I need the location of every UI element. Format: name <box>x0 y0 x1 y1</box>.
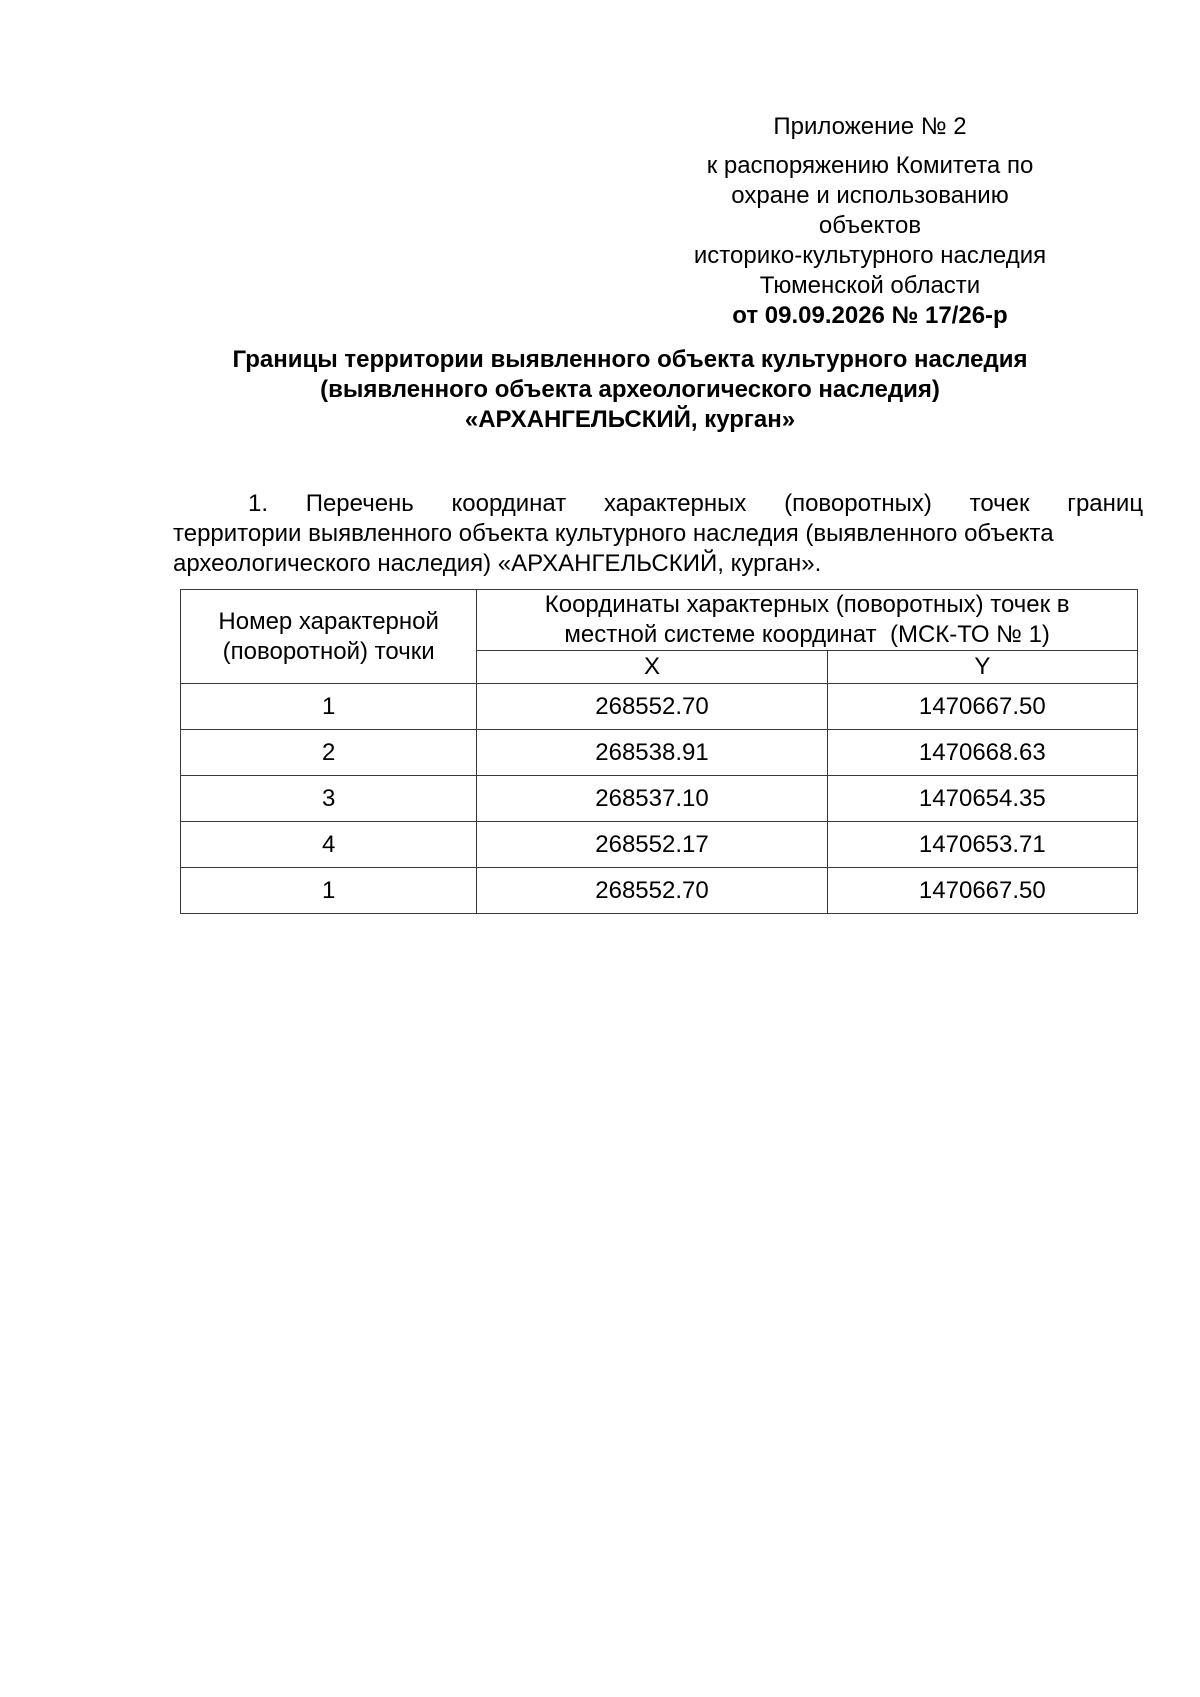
cell-x: 268538.91 <box>477 730 827 776</box>
table-row <box>181 776 1138 822</box>
table-row <box>181 730 1138 776</box>
header-y: Y <box>827 651 1137 684</box>
heading-line: (выявленного объекта археологического наследия) <box>320 376 940 403</box>
appendix-basis-line: охране и использованию объектов <box>731 182 1009 239</box>
cell-point: 3 <box>181 776 477 822</box>
paragraph-word: точек <box>969 490 1030 517</box>
cell-point: 1 <box>181 868 477 914</box>
paragraph-word: координат <box>451 490 567 517</box>
cell-point: 4 <box>181 822 477 868</box>
document-heading <box>160 345 1100 435</box>
paragraph-coordinates-intro <box>173 489 1143 579</box>
cell-y: 1470654.35 <box>827 776 1137 822</box>
header-coordinates-line: Координаты характерных (поворотных) точек в <box>544 591 1070 618</box>
cell-point: 2 <box>181 730 477 776</box>
cell-y: 1470667.50 <box>827 868 1137 914</box>
header-coordinates-line: местной системе координат (МСК-ТО № 1) <box>564 621 1050 648</box>
appendix-block <box>690 112 1050 331</box>
cell-x: 268552.17 <box>477 822 827 868</box>
header-x: X <box>477 651 827 684</box>
paragraph-word: характерных <box>603 490 747 517</box>
table-row <box>181 868 1138 914</box>
table-row <box>181 684 1138 730</box>
cell-x: 268552.70 <box>477 684 827 730</box>
heading-line: «АРХАНГЕЛЬСКИЙ, курган» <box>464 406 796 433</box>
header-point-number <box>181 590 477 684</box>
appendix-basis-line: историко-культурного наследия <box>693 242 1047 269</box>
cell-x: 268537.10 <box>477 776 827 822</box>
paragraph-word: Перечень <box>305 490 414 517</box>
paragraph-word: 1. <box>248 490 269 517</box>
appendix-basis-line: Тюменской области <box>759 272 981 299</box>
paragraph-line: археологического наследия) «АРХАНГЕЛЬСКИЙ, курган». <box>173 550 822 577</box>
table-row <box>181 822 1138 868</box>
appendix-title: Приложение № 2 <box>773 113 967 140</box>
paragraph-word: границ <box>1067 490 1144 517</box>
header-point-line: Номер характерной <box>218 607 439 635</box>
paragraph-first-line <box>173 489 1143 519</box>
cell-y: 1470653.71 <box>827 822 1137 868</box>
paragraph-line: территории выявленного объекта культурного наследия (выявленного объекта <box>173 520 1054 547</box>
cell-y: 1470667.50 <box>827 684 1137 730</box>
cell-y: 1470668.63 <box>827 730 1137 776</box>
coordinates-table <box>180 589 1138 914</box>
cell-point: 1 <box>181 684 477 730</box>
appendix-basis-line: к распоряжению Комитета по <box>706 152 1034 179</box>
appendix-date-number: от 09.09.2026 № 17/26-р <box>732 302 1008 329</box>
paragraph-word: (поворотных) <box>784 490 932 517</box>
header-point-line: (поворотной) точки <box>222 637 435 665</box>
cell-x: 268552.70 <box>477 868 827 914</box>
heading-line: Границы территории выявленного объекта культурного наследия <box>232 346 1028 373</box>
header-coordinates <box>477 590 1138 651</box>
